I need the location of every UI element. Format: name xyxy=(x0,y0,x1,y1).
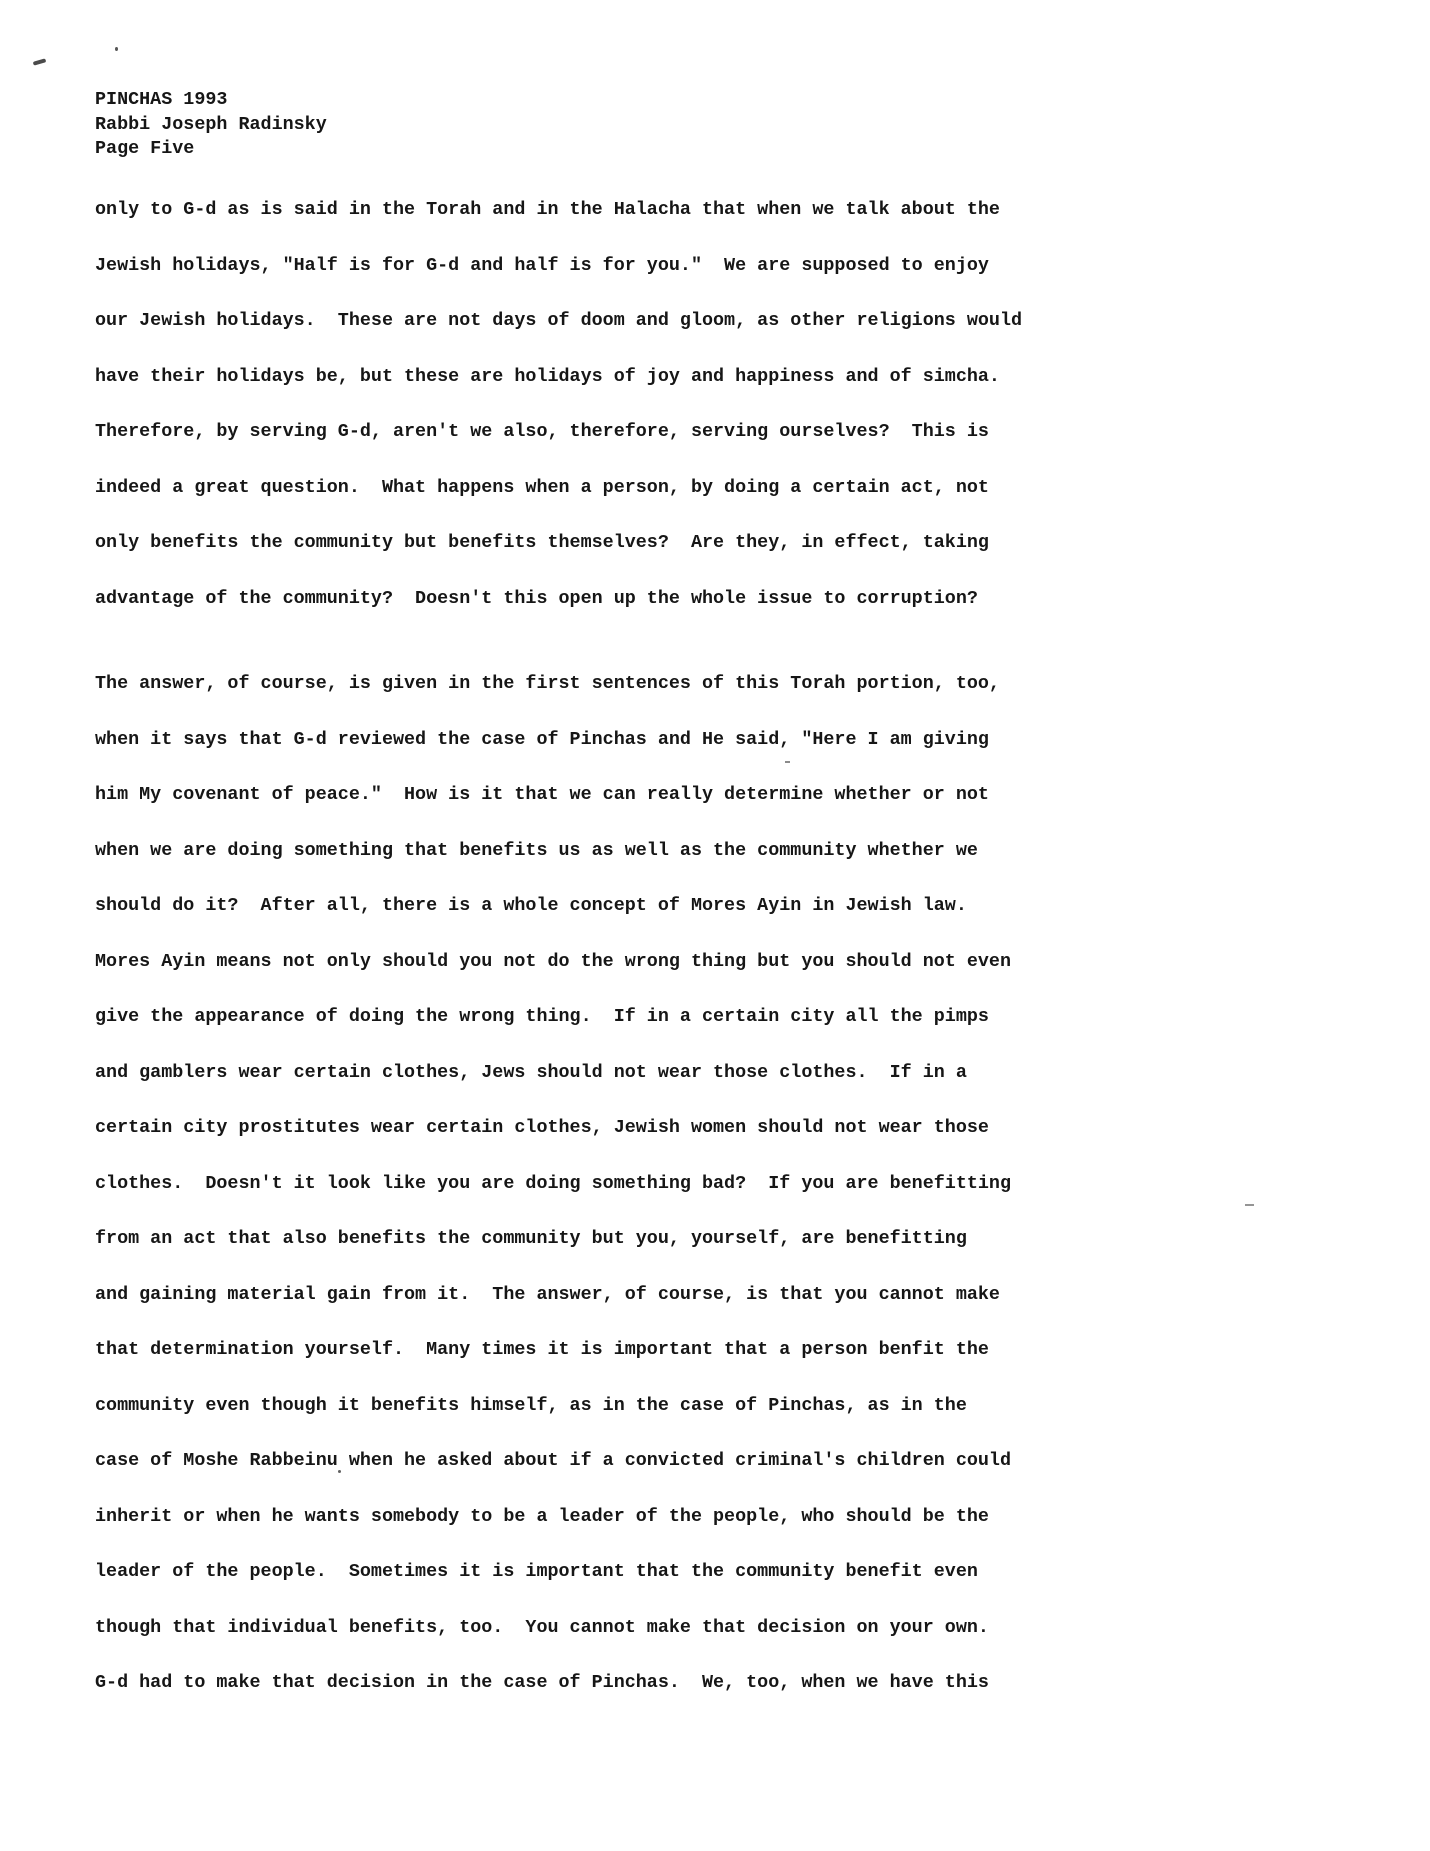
text-line: certain city prostitutes wear certain clothes, Jewish women should not wear those xyxy=(95,1117,989,1138)
header-line: PINCHAS 1993 xyxy=(95,89,228,110)
header-line: Rabbi Joseph Radinsky xyxy=(95,113,327,135)
text-line: Therefore, by serving G-d, aren't we also, therefore, serving ourselves? This is xyxy=(95,421,989,442)
text-line: and gamblers wear certain clothes, Jews should not wear those clothes. If in a xyxy=(95,1061,967,1083)
text-line: Jewish holidays, "Half is for G-d and half is for you." We are supposed to enjoy xyxy=(95,254,989,276)
document-header xyxy=(95,88,327,162)
text-line: though that individual benefits, too. You cannot make that decision on your own. xyxy=(95,1616,989,1638)
text-line: only benefits the community but benefits themselves? Are they, in effect, taking xyxy=(95,532,989,553)
scan-artifact xyxy=(33,58,47,65)
text-line: from an act that also benefits the community but you, yourself, are benefitting xyxy=(95,1228,967,1249)
text-line: that determination yourself. Many times it is important that a person benfit the xyxy=(95,1339,989,1360)
text-line: and gaining material gain from it. The answer, of course, is that you cannot make xyxy=(95,1283,1000,1305)
header-line: Page Five xyxy=(95,138,195,159)
text-line: clothes. Doesn't it look like you are doing something bad? If you are benefitting xyxy=(95,1172,1012,1194)
scan-artifact xyxy=(115,47,118,51)
text-line: should do it? After all, there is a whole concept of Mores Ayin in Jewish law. xyxy=(95,895,967,916)
paragraph-2 xyxy=(95,656,1022,1711)
text-line: have their holidays be, but these are holidays of joy and happiness and of simcha. xyxy=(95,365,1000,387)
scan-artifact xyxy=(1245,1204,1254,1206)
text-line: when we are doing something that benefits us as well as the community whether we xyxy=(95,839,978,861)
text-line: only to G-d as is said in the Torah and in the Halacha that when we talk about the xyxy=(95,199,1000,220)
text-line: indeed a great question. What happens when a person, by doing a certain act, not xyxy=(95,476,989,498)
text-line: case of Moshe Rabbeinu when he asked about if a convicted criminal's children could xyxy=(95,1450,1012,1471)
text-line: advantage of the community? Doesn't this open up the whole issue to corruption? xyxy=(95,587,978,609)
text-line: give the appearance of doing the wrong thing. If in a certain city all the pimps xyxy=(95,1006,989,1027)
document-body xyxy=(95,182,1022,1711)
text-line: leader of the people. Sometimes it is important that the community benefit even xyxy=(95,1561,978,1582)
text-line: him My covenant of peace." How is it that we can really determine whether or not xyxy=(95,784,989,805)
paragraph-1 xyxy=(95,182,1022,626)
text-line: when it says that G-d reviewed the case of Pinchas and He said, "Here I am giving xyxy=(95,728,989,750)
text-line: The answer, of course, is given in the first sentences of this Torah portion, too, xyxy=(95,673,1000,694)
text-line: our Jewish holidays. These are not days of doom and gloom, as other religions would xyxy=(95,310,1023,331)
text-line: inherit or when he wants somebody to be a leader of the people, who should be the xyxy=(95,1505,989,1527)
text-line: G-d had to make that decision in the case of Pinchas. We, too, when we have this xyxy=(95,1672,989,1693)
text-line: Mores Ayin means not only should you not do the wrong thing but you should not even xyxy=(95,950,1012,972)
text-line: community even though it benefits himself, as in the case of Pinchas, as in the xyxy=(95,1394,967,1416)
